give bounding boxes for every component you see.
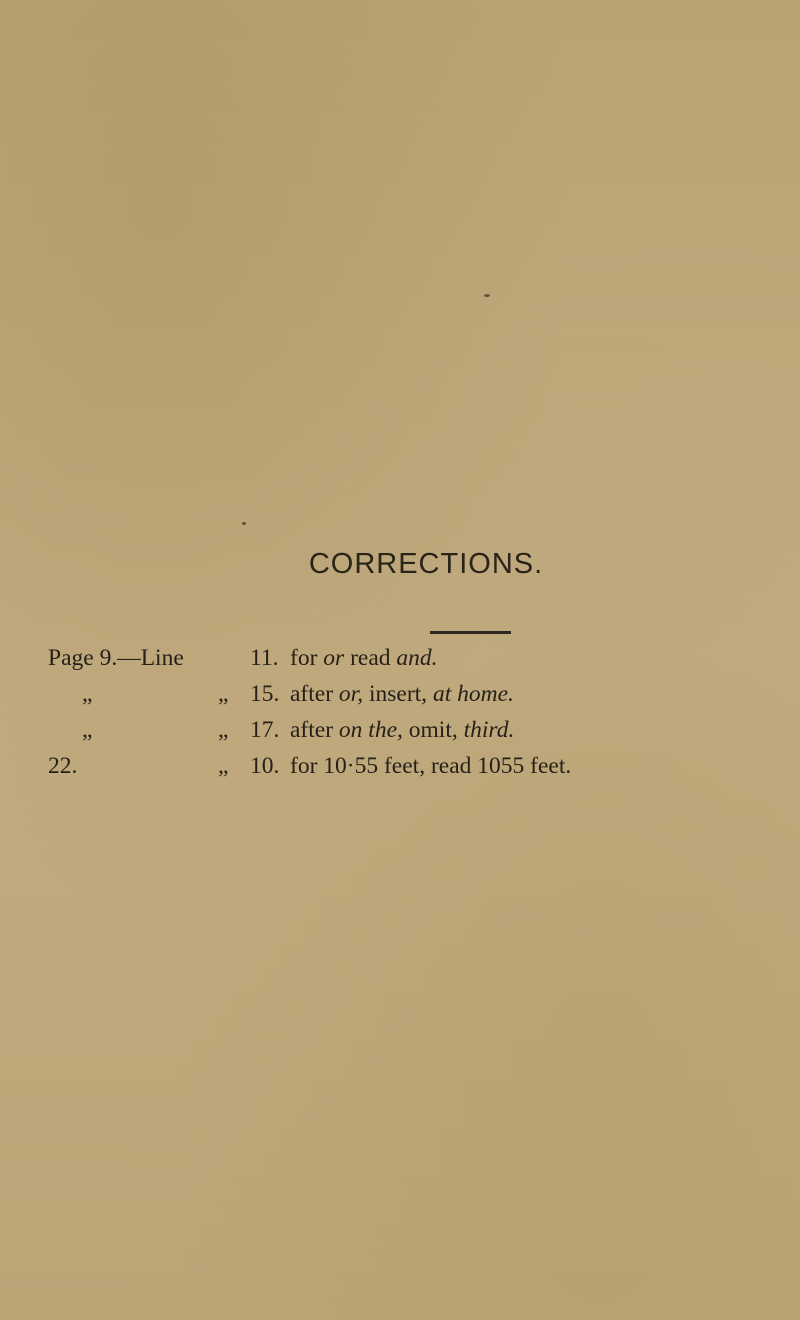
text-part: after (290, 681, 339, 707)
italic-part: third. (463, 717, 515, 743)
page-title: CORRECTIONS. (308, 548, 544, 580)
correction-text (290, 640, 438, 676)
correction-text (290, 712, 514, 748)
title-rule (430, 631, 511, 634)
page-number: 22. (48, 753, 78, 779)
italic-part: or, (338, 681, 364, 707)
page-ditto-mark: „ (82, 717, 93, 743)
line-ditto-mark: „ (218, 717, 229, 743)
paper-speck (242, 522, 246, 525)
correction-text: for 10·55 feet, read 1055 feet. (290, 753, 572, 779)
text-part: after (290, 717, 339, 743)
page-ditto-mark: „ (82, 681, 93, 707)
line-number: 10. (250, 753, 280, 779)
line-ditto-mark: „ (218, 681, 229, 707)
paper-speck (484, 294, 490, 297)
line-number: 15. (250, 681, 280, 707)
line-number: 17. (250, 717, 280, 743)
correction-row (48, 676, 788, 712)
page-label (48, 640, 184, 676)
page-word: Page (48, 645, 94, 671)
correction-row (48, 640, 788, 676)
italic-part: at home. (432, 681, 514, 707)
text-part: read (344, 645, 397, 671)
correction-row (48, 748, 788, 784)
text-part: insert, (363, 681, 433, 707)
text-part: for (290, 645, 324, 671)
text-part: omit, (402, 717, 464, 743)
italic-part: on the, (338, 717, 403, 743)
correction-text (290, 676, 514, 712)
italic-part: or (323, 645, 345, 671)
page-number: 9. (99, 645, 118, 671)
corrections-list (48, 640, 788, 784)
line-ditto-mark: „ (218, 753, 229, 779)
line-word: —Line (117, 645, 184, 671)
line-number: 11. (250, 645, 279, 671)
correction-row (48, 712, 788, 748)
italic-part: and. (396, 645, 438, 671)
